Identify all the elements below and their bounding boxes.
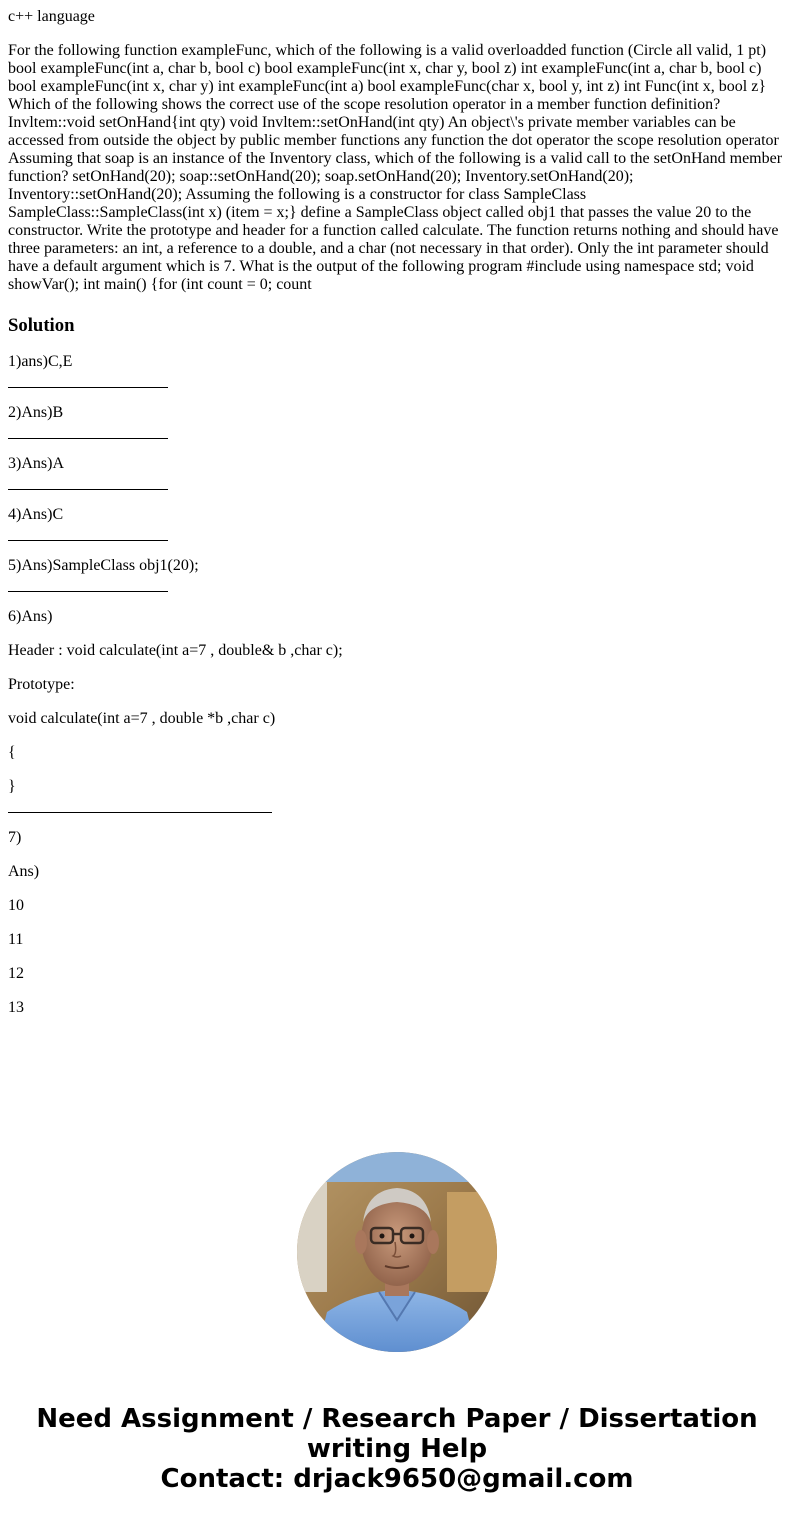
divider bbox=[8, 591, 168, 592]
output-line: 13 bbox=[8, 999, 24, 1016]
answer-7: 7) bbox=[8, 829, 22, 846]
answer-6-open-brace: { bbox=[8, 744, 16, 761]
divider bbox=[8, 489, 168, 490]
answer-1: 1)ans)C,E bbox=[8, 353, 73, 370]
divider bbox=[8, 438, 168, 439]
answer-4: 4)Ans)C bbox=[8, 506, 64, 523]
page-title: c++ language bbox=[8, 8, 95, 25]
output-line: 11 bbox=[8, 931, 24, 948]
output-line: 12 bbox=[8, 965, 24, 982]
divider bbox=[8, 387, 168, 388]
answer-6-prototype-label: Prototype: bbox=[8, 676, 75, 693]
solution-heading: Solution bbox=[8, 315, 75, 336]
answer-2: 2)Ans)B bbox=[8, 404, 64, 421]
contact-email: Contact: drjack9650@gmail.com bbox=[160, 1464, 634, 1494]
answer-6-close-brace: } bbox=[8, 778, 16, 795]
answer-7-label: Ans) bbox=[8, 863, 40, 880]
solution-answers bbox=[8, 353, 786, 1017]
answer-6: 6)Ans) bbox=[8, 608, 53, 625]
output-line: 10 bbox=[8, 897, 24, 914]
divider bbox=[8, 540, 168, 541]
document-body bbox=[8, 0, 786, 1033]
tutor-photo bbox=[297, 1152, 497, 1352]
promo-footer bbox=[0, 1404, 794, 1494]
promo-line-2: writing Help bbox=[306, 1434, 488, 1464]
portrait-image bbox=[297, 1152, 497, 1352]
answer-3: 3)Ans)A bbox=[8, 455, 64, 472]
answer-6-prototype-code: void calculate(int a=7 , double *b ,char c) bbox=[8, 710, 276, 727]
promo-line-1: Need Assignment / Research Paper / Dissertation bbox=[36, 1404, 758, 1434]
answer-5: 5)Ans)SampleClass obj1(20); bbox=[8, 557, 199, 574]
answer-6-header: Header : void calculate(int a=7 , double& b ,char c); bbox=[8, 642, 343, 659]
divider bbox=[8, 812, 272, 813]
question-text: For the following function exampleFunc, which of the following is a valid overloadded function (Circle all valid, 1 pt) bool exampleFunc(int a, char b, bool c) bool exampleFunc(int x, char y, bool z) int exampleFunc(int a, char b, bool c) bool exampleFunc(int x, char y) int exampleFunc(int a) bool exampleFunc(char x, bool y, int z) int Func(int x, bool z} Which of the following shows the correct use of the scope resolution operator in a member function definition? Invltem::void setOnHand{int qty) void Invltem::setOnHand(int qty) An object\'s private member variables can be accessed from outside the object by public member functions any function the dot operator the scope resolution operator Assuming that soap is an instance of the Inventory class, which of the following is a valid call to the setOnHand member function? setOnHand(20); soap::setOnHand(20); soap.setOnHand(20); Inventory.setOnHand(20); Inventory::setOnHand(20); Assuming the following is a constructor for class SampleClass SampleClass::SampleClass(int x) (item = x;} define a SampleClass object called obj1 that passes the value 20 to the constructor. Write the prototype and header for a function called calculate. The function returns nothing and should have three parameters: an int, a reference to a double, and a char (not necessary in that order). Only the int parameter should have a default argument which is 7. What is the output of the following program #include using namespace std; void showVar(); int main() {for (int count = 0; count bbox=[8, 42, 783, 293]
